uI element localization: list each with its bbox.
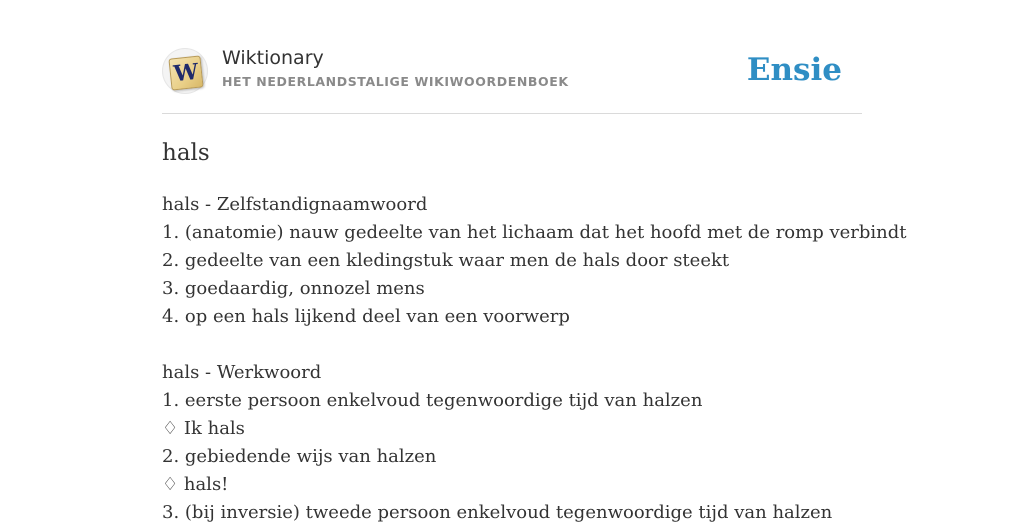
section-heading: hals - Werkwoord — [162, 362, 322, 383]
definition-line: 1. eerste persoon enkelvoud tegenwoordige tijd van halzen — [162, 390, 703, 411]
definition-line: 3. (bij inversie) tweede persoon enkelvoud tegenwoordige tijd van halzen — [162, 502, 833, 523]
section-noun — [162, 191, 907, 331]
entry-content — [162, 191, 907, 527]
wiktionary-logo[interactable] — [162, 48, 208, 94]
definition-line: 4. op een hals lijkend deel van een voorwerp — [162, 306, 570, 327]
definition-line: 2. gebiedende wijs van halzen — [162, 446, 437, 467]
section-spacer — [162, 331, 862, 359]
brand-logo-link[interactable]: Ensie — [746, 52, 842, 88]
logo-letter: W — [172, 58, 200, 88]
wiktionary-tile-icon — [168, 55, 203, 90]
page-title: hals — [162, 140, 210, 166]
site-header — [162, 46, 862, 114]
definition-line: 2. gedeelte van een kledingstuk waar men de hals door steekt — [162, 250, 730, 271]
example-line: ♢ Ik hals — [162, 418, 245, 439]
site-name[interactable]: Wiktionary — [222, 47, 324, 69]
page — [162, 0, 907, 527]
definition-line: 1. (anatomie) nauw gedeelte van het lichaam dat het hoofd met de romp verbindt — [162, 222, 907, 243]
section-heading: hals - Zelfstandignaamwoord — [162, 194, 428, 215]
definition-line: 3. goedaardig, onnozel mens — [162, 278, 425, 299]
site-subtitle: HET NEDERLANDSTALIGE WIKIWOORDENBOEK — [222, 74, 569, 89]
section-verb — [162, 359, 862, 527]
example-line: ♢ hals! — [162, 474, 229, 495]
